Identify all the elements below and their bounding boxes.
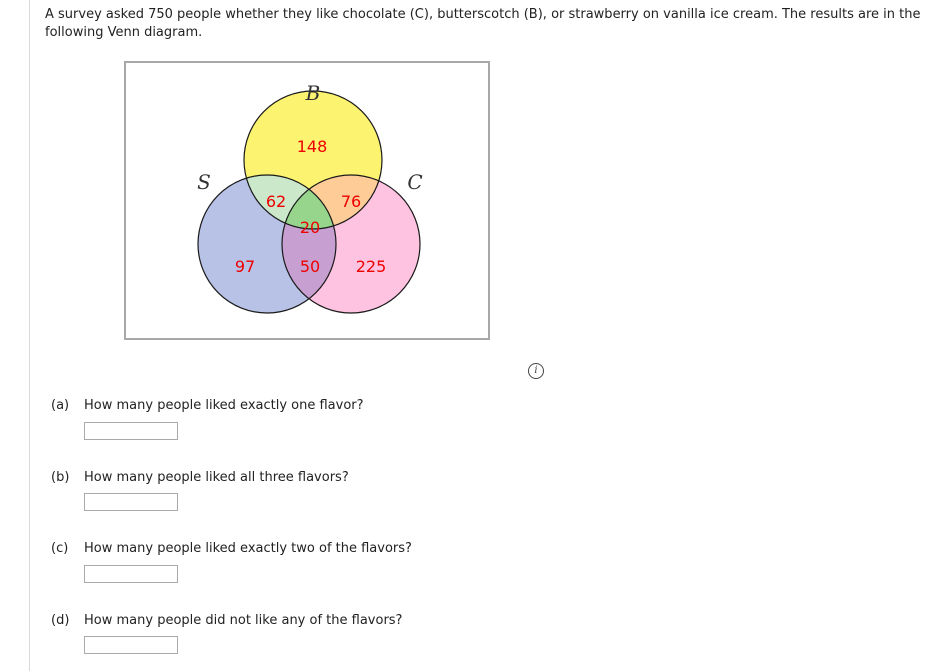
question-a-text: How many people liked exactly one flavor?	[84, 398, 364, 413]
venn-diagram	[124, 61, 490, 340]
value-b-and-c: 76	[340, 192, 362, 211]
venn-svg	[126, 63, 488, 338]
set-label-c: C	[407, 170, 423, 194]
answer-a-input[interactable]	[84, 422, 178, 440]
question-b	[51, 470, 349, 486]
set-label-s: S	[197, 170, 211, 194]
answer-b-input[interactable]	[84, 493, 178, 511]
value-s-only: 97	[234, 257, 256, 276]
value-b-only: 148	[296, 137, 328, 156]
question-d-letter: (d)	[51, 613, 70, 628]
value-all-three: 20	[299, 218, 321, 237]
set-label-b: B	[305, 81, 321, 105]
value-s-and-b: 62	[265, 192, 287, 211]
value-s-and-c: 50	[299, 257, 321, 276]
question-c-letter: (c)	[51, 541, 69, 556]
info-icon[interactable]: i	[528, 363, 544, 379]
question-b-text: How many people liked all three flavors?	[84, 470, 349, 485]
left-divider	[29, 0, 30, 671]
answer-c-input[interactable]	[84, 565, 178, 583]
problem-statement: A survey asked 750 people whether they like chocolate (C), butterscotch (B), or strawberry on vanilla ice cream. The results are in the following Venn diagram.	[45, 7, 921, 40]
value-c-only: 225	[355, 257, 387, 276]
question-b-letter: (b)	[51, 470, 70, 485]
question-d-text: How many people did not like any of the flavors?	[84, 613, 403, 628]
question-a-letter: (a)	[51, 398, 70, 413]
question-c-text: How many people liked exactly two of the flavors?	[84, 541, 412, 556]
question-d	[51, 613, 402, 629]
question-a	[51, 398, 364, 414]
question-c	[51, 541, 412, 557]
answer-d-input[interactable]	[84, 636, 178, 654]
